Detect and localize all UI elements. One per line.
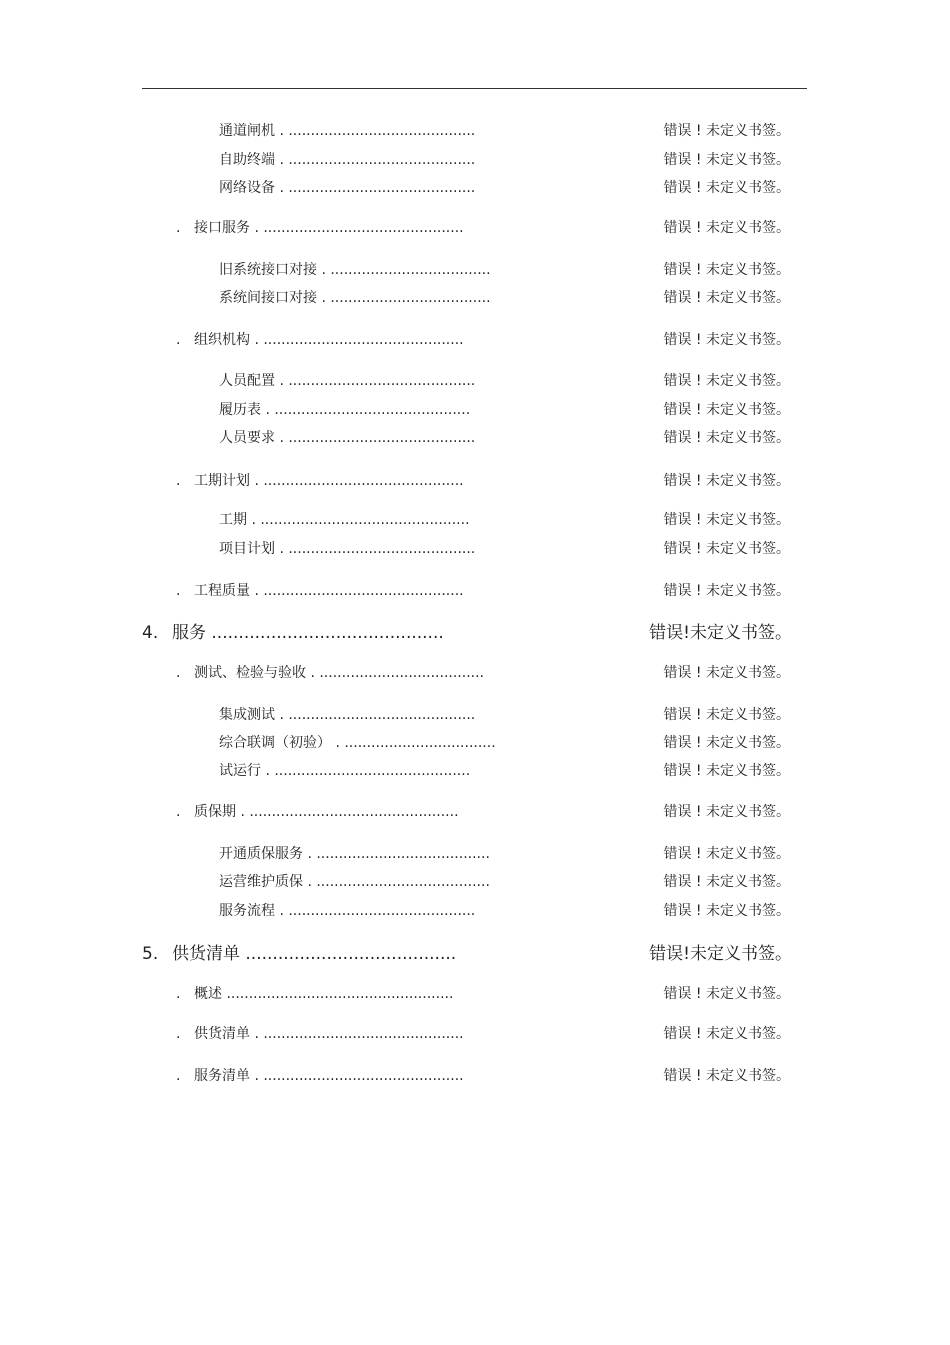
toc-entry-bullet: .: [176, 1026, 181, 1042]
toc-chapter-title: 服务 ...........................................: [172, 623, 444, 643]
toc-entry[interactable]: [0, 843, 950, 865]
toc-entry-title: 供货清单 . .............................................: [194, 1026, 464, 1042]
toc-entry-title: 人员配置 . ..........................................: [219, 373, 476, 389]
toc-entry-page: 错误 ! 未定义书签。: [663, 903, 790, 919]
toc-entry-bullet: .: [176, 473, 181, 489]
toc-entry-page: 错误 ! 未定义书签。: [663, 763, 790, 779]
toc-entry-title: 项目计划 . ..........................................: [219, 541, 476, 557]
toc-entry-page: 错误 ! 未定义书签。: [663, 123, 790, 139]
toc-entry-title: 开通质保服务 . .......................................: [219, 846, 490, 862]
toc-entry-page: 错误 ! 未定义书签。: [663, 373, 790, 389]
toc-entry-page: 错误 ! 未定义书签。: [663, 583, 790, 599]
toc-entry[interactable]: [0, 732, 950, 754]
toc-entry-page: 错误 ! 未定义书签。: [663, 665, 790, 681]
toc-entry-title: 履历表 . ............................................: [219, 402, 471, 418]
toc-chapter-number: 5.: [142, 944, 159, 964]
toc-entry-title: 工程质量 . .............................................: [194, 583, 464, 599]
toc-entry-page: 错误 ! 未定义书签。: [663, 290, 790, 306]
toc-entry-page: 错误 ! 未定义书签。: [663, 512, 790, 528]
toc-entry-title: 试运行 . ............................................: [219, 763, 471, 779]
toc-entry-bullet: .: [176, 1068, 181, 1084]
toc-entry-bullet: .: [176, 665, 181, 681]
toc-entry-page: 错误 ! 未定义书签。: [663, 332, 790, 348]
toc-entry-bullet: .: [176, 804, 181, 820]
toc-entry-page: 错误 ! 未定义书签。: [663, 735, 790, 751]
toc-entry-title: 旧系统接口对接 . ....................................: [219, 262, 491, 278]
toc-entry[interactable]: [0, 801, 950, 823]
toc-entry[interactable]: [0, 900, 950, 922]
toc-entry[interactable]: [0, 1023, 950, 1045]
toc-entry[interactable]: [0, 427, 950, 449]
header-rule: [142, 88, 807, 89]
toc-chapter-title: 供货清单 .......................................: [172, 944, 457, 964]
toc-entry-title: 自助终端 . ..........................................: [219, 152, 476, 168]
toc-entry-title: 组织机构 . .............................................: [194, 332, 464, 348]
toc-entry-title: 质保期 . ...............................................: [194, 804, 459, 820]
toc-entry-page: 错误 ! 未定义书签。: [663, 1068, 790, 1084]
toc-entry-title: 网络设备 . ..........................................: [219, 180, 476, 196]
toc-entry[interactable]: [0, 370, 950, 392]
toc-entry-page: 错误 ! 未定义书签。: [663, 180, 790, 196]
toc-entry-title: 集成测试 . ..........................................: [219, 707, 476, 723]
toc-entry-page: 错误 ! 未定义书签。: [663, 846, 790, 862]
toc-entry[interactable]: [0, 399, 950, 421]
toc-chapter[interactable]: [0, 941, 950, 967]
toc-entry-title: 测试、检验与验收 . .....................................: [194, 665, 485, 681]
toc-entry-page: 错误 ! 未定义书签。: [663, 473, 790, 489]
toc-entry[interactable]: [0, 662, 950, 684]
toc-entry[interactable]: [0, 470, 950, 492]
toc-entry-title: 服务流程 . ..........................................: [219, 903, 476, 919]
toc-entry[interactable]: [0, 177, 950, 199]
toc-entry-title: 服务清单 . .............................................: [194, 1068, 464, 1084]
toc-entry-title: 系统间接口对接 . ....................................: [219, 290, 491, 306]
toc-entry-page: 错误 ! 未定义书签。: [663, 541, 790, 557]
toc-entry-page: 错误 ! 未定义书签。: [663, 430, 790, 446]
toc-entry[interactable]: [0, 760, 950, 782]
toc-entry-title: 综合联调（初验） . ..................................: [219, 735, 496, 751]
toc-entry[interactable]: [0, 871, 950, 893]
toc-entry-title: 工期 . ...............................................: [219, 512, 470, 528]
toc-entry-title: 运营维护质保 . .......................................: [219, 874, 490, 890]
toc-entry-page: 错误 ! 未定义书签。: [663, 804, 790, 820]
toc-chapter-page: 错误!未定义书签。: [649, 623, 792, 643]
toc-entry[interactable]: [0, 329, 950, 351]
toc-entry-title: 人员要求 . ..........................................: [219, 430, 476, 446]
toc-entry-page: 错误 ! 未定义书签。: [663, 220, 790, 236]
toc-entry-title: 概述 ...................................................: [194, 986, 454, 1002]
toc-entry[interactable]: [0, 580, 950, 602]
toc-entry[interactable]: [0, 120, 950, 142]
toc-entry[interactable]: [0, 538, 950, 560]
toc-chapter-number: 4.: [142, 623, 159, 643]
toc-entry[interactable]: [0, 217, 950, 239]
toc-entry[interactable]: [0, 704, 950, 726]
toc-entry-bullet: .: [176, 986, 181, 1002]
toc-entry-page: 错误 ! 未定义书签。: [663, 152, 790, 168]
toc-entry-title: 工期计划 . .............................................: [194, 473, 464, 489]
toc-entry-bullet: .: [176, 220, 181, 236]
toc-entry-title: 接口服务 . .............................................: [194, 220, 464, 236]
toc-entry[interactable]: [0, 259, 950, 281]
toc-chapter-page: 错误!未定义书签。: [649, 944, 792, 964]
toc-entry-page: 错误 ! 未定义书签。: [663, 874, 790, 890]
toc-entry-bullet: .: [176, 583, 181, 599]
toc-entry[interactable]: [0, 509, 950, 531]
toc-entry[interactable]: [0, 287, 950, 309]
toc-entry-title: 通道闸机 . ..........................................: [219, 123, 476, 139]
toc-entry-page: 错误 ! 未定义书签。: [663, 262, 790, 278]
toc-entry-page: 错误 ! 未定义书签。: [663, 402, 790, 418]
toc-entry-bullet: .: [176, 332, 181, 348]
toc-entry-page: 错误 ! 未定义书签。: [663, 1026, 790, 1042]
toc-entry[interactable]: [0, 149, 950, 171]
toc-entry[interactable]: [0, 983, 950, 1005]
toc-entry[interactable]: [0, 1065, 950, 1087]
toc-entry-page: 错误 ! 未定义书签。: [663, 707, 790, 723]
toc-entry-page: 错误 ! 未定义书签。: [663, 986, 790, 1002]
toc-chapter[interactable]: [0, 620, 950, 646]
